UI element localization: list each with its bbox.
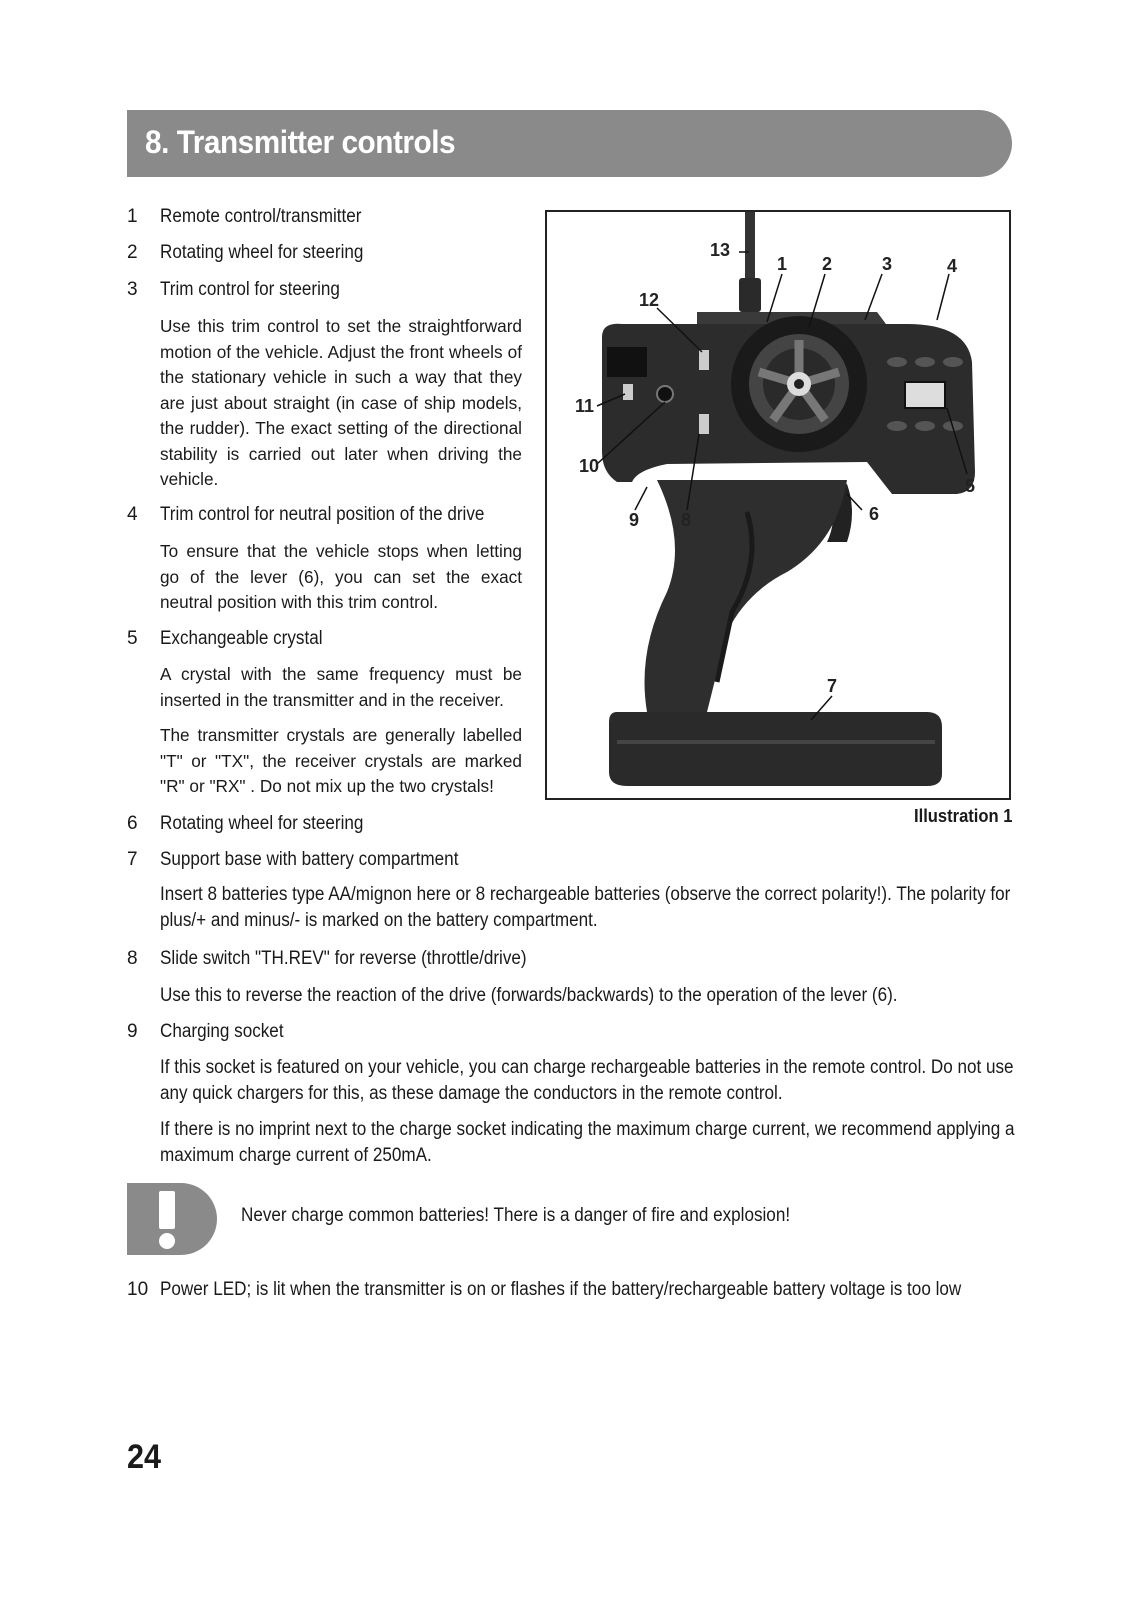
item-number: 3 (127, 279, 138, 300)
item-label: Trim control for steering (160, 279, 340, 300)
item-label: Trim control for neutral position of the drive (160, 504, 485, 525)
figure-label: 2 (822, 254, 833, 274)
item-number: 6 (127, 813, 138, 834)
item-description: The transmitter crystals are generally labelled "T" or "TX", the receiver crystals are marked "R" or "RX" . Do not mix up the two crystals! (160, 725, 522, 796)
item-label: Power LED; is lit when the transmitter is on or flashes if the battery/rechargeable battery voltage is too low (160, 1279, 962, 1300)
page-number: 24 (127, 1438, 162, 1476)
transmitter-drawing (547, 212, 1009, 798)
item-description: Insert 8 batteries type AA/mignon here or 8 rechargeable batteries (observe the correct polarity!). The polarity for plus/+ and minus/- is marked on the battery compartment. (160, 884, 1011, 931)
warning-text: Never charge common batteries! There is a danger of fire and explosion! (241, 1205, 791, 1226)
section-header (127, 110, 1012, 177)
item-number: 4 (127, 504, 138, 525)
figure-label: 4 (947, 256, 958, 276)
item-number: 7 (127, 849, 138, 870)
item-label: Rotating wheel for steering (160, 813, 364, 834)
figure-label: 10 (579, 456, 600, 476)
item-label: Support base with battery compartment (160, 849, 459, 870)
figure-label: 11 (575, 396, 595, 416)
item-label: Slide switch "TH.REV" for reverse (throttle/drive) (160, 948, 527, 969)
figure-label: 8 (681, 510, 692, 530)
figure-caption: Illustration 1 (914, 806, 1013, 826)
item-number: 8 (127, 948, 138, 969)
item-number: 9 (127, 1021, 138, 1042)
figure-label: 1 (777, 254, 788, 274)
item-label: Rotating wheel for steering (160, 242, 364, 263)
item-number: 5 (127, 628, 138, 649)
item-description: If this socket is featured on your vehicle, you can charge rechargeable batteries in the remote control. Do not use any quick chargers for this, as these damage the conductors in the remote control. (160, 1057, 1014, 1104)
figure-label: 9 (629, 510, 640, 530)
item-description: If there is no imprint next to the charge socket indicating the maximum charge current, we recommend applying a maximum charge current of 250mA. (160, 1119, 1015, 1166)
item-label: Remote control/transmitter (160, 206, 362, 227)
item-description: Use this trim control to set the straightforward motion of the vehicle. Adjust the front wheels of the stationary vehicle in such a way that they are just about straight (in case of ship models, the rudder). The exact setting of the directional stability is carried out later when driving the vehicle. (160, 316, 522, 489)
item-description: Use this to reverse the reaction of the drive (forwards/backwards) to the operation of the lever (6). (160, 985, 898, 1006)
exclamation-icon (127, 1183, 217, 1255)
item-number: 2 (127, 242, 138, 263)
item-number: 10 (127, 1279, 149, 1300)
transmitter-illustration (545, 210, 1011, 800)
item-number: 1 (127, 206, 138, 227)
figure-label: 5 (965, 476, 976, 496)
figure-label: 13 (710, 240, 731, 260)
item-label: Charging socket (160, 1021, 284, 1042)
figure-label: 7 (827, 676, 838, 696)
figure-label: 6 (869, 504, 880, 524)
figure-label: 12 (639, 290, 660, 310)
item-label: Exchangeable crystal (160, 628, 323, 649)
item-description: A crystal with the same frequency must be inserted in the transmitter and in the receiver. (160, 664, 522, 710)
section-title: 8. Transmitter controls (145, 124, 456, 160)
item-description: To ensure that the vehicle stops when letting go of the lever (6), you can set the exact neutral position with this trim control. (160, 541, 522, 612)
figure-label: 3 (882, 254, 893, 274)
